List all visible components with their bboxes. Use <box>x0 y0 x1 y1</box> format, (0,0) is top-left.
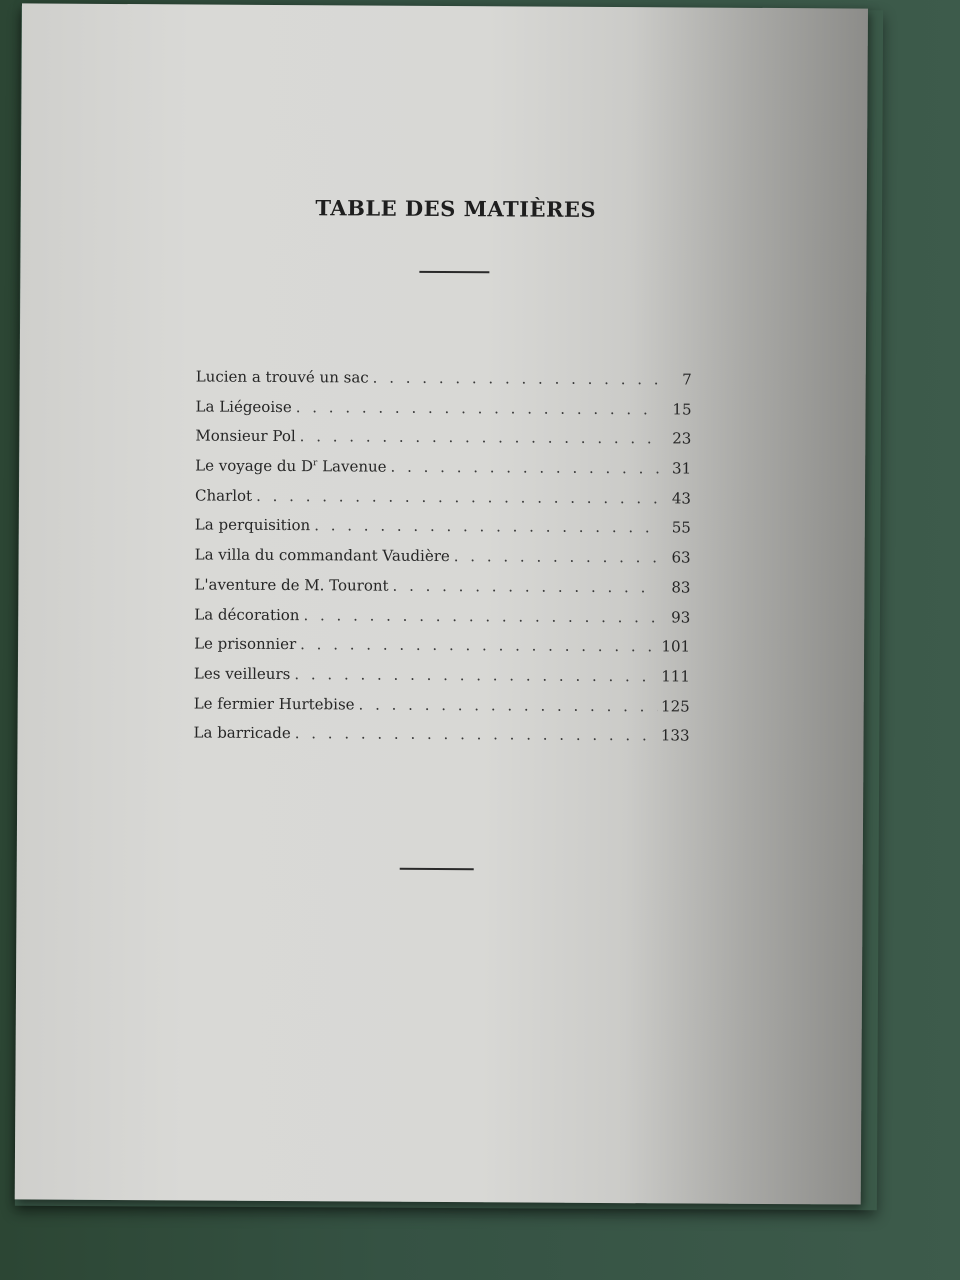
toc-entry <box>195 516 691 549</box>
toc-entry-page: 43 <box>671 489 692 508</box>
toc-entry <box>193 724 689 757</box>
toc-leader-dots <box>295 724 658 744</box>
toc-entry-page: 93 <box>671 607 691 627</box>
toc-leader-dots <box>256 487 659 507</box>
toc-entry-page: 133 <box>660 726 690 745</box>
toc-entry-title: Monsieur Pol <box>195 426 296 446</box>
toc-entry-title: La décoration <box>194 604 300 624</box>
toc-entry <box>195 457 691 490</box>
toc-entry-title: La barricade <box>193 723 291 743</box>
toc-entry-page: 111 <box>661 667 690 686</box>
toc-entry-title: Le fermier Hurtebise <box>193 694 355 714</box>
toc-entry-title: La villa du commandant Vaudière <box>194 545 450 566</box>
toc-entry-page: 101 <box>661 637 691 656</box>
end-divider <box>400 868 474 870</box>
toc-entry-title <box>195 457 390 476</box>
toc-entry <box>194 575 690 608</box>
toc-entry <box>196 367 692 400</box>
toc-title-prefix: Le voyage du D <box>195 456 314 476</box>
toc-entry-title: La perquisition <box>194 515 311 535</box>
toc-entry-title: L'aventure de M. Touront <box>194 575 389 595</box>
title-divider <box>419 271 489 273</box>
toc-entry-page: 63 <box>671 548 691 567</box>
toc-entry <box>194 664 690 697</box>
toc-entry-page: 23 <box>672 429 692 448</box>
toc-entry <box>195 397 691 430</box>
toc-title-suffix: Lavenue <box>317 457 387 476</box>
toc-leader-dots <box>294 665 658 685</box>
toc-leader-dots <box>391 458 660 478</box>
toc-leader-dots <box>373 369 660 389</box>
toc-entry <box>194 605 690 638</box>
page-title: TABLE DES MATIÈRES <box>315 195 597 222</box>
toc-leader-dots <box>296 398 660 418</box>
book-page <box>15 3 868 1204</box>
toc-entry-title: Les veilleurs <box>193 664 291 683</box>
toc-leader-dots <box>303 606 658 626</box>
toc-entry <box>195 546 691 579</box>
table-of-contents <box>193 367 691 756</box>
toc-leader-dots <box>454 547 659 566</box>
toc-entry-page: 7 <box>682 370 692 389</box>
toc-entry-title: Le prisonnier <box>194 634 297 654</box>
toc-entry-page: 55 <box>671 518 691 537</box>
toc-leader-dots <box>393 577 659 597</box>
toc-leader-dots <box>300 635 658 655</box>
toc-entry-title: Charlot <box>194 486 253 505</box>
toc-entry <box>195 427 691 460</box>
toc-entry-page: 83 <box>671 578 691 597</box>
toc-entry-page: 125 <box>661 696 690 716</box>
toc-entry <box>194 694 690 727</box>
toc-leader-dots <box>300 427 660 447</box>
toc-entry-page: 31 <box>672 459 692 478</box>
toc-entry <box>194 635 690 668</box>
toc-entry <box>195 486 691 519</box>
toc-entry-title: Lucien a trouvé un sac <box>195 367 369 387</box>
toc-leader-dots <box>359 695 658 715</box>
toc-entry-title: La Liégeoise <box>195 397 292 416</box>
toc-leader-dots <box>314 517 659 537</box>
toc-title-superscript: r <box>313 458 318 469</box>
toc-entry-page: 15 <box>672 400 692 419</box>
